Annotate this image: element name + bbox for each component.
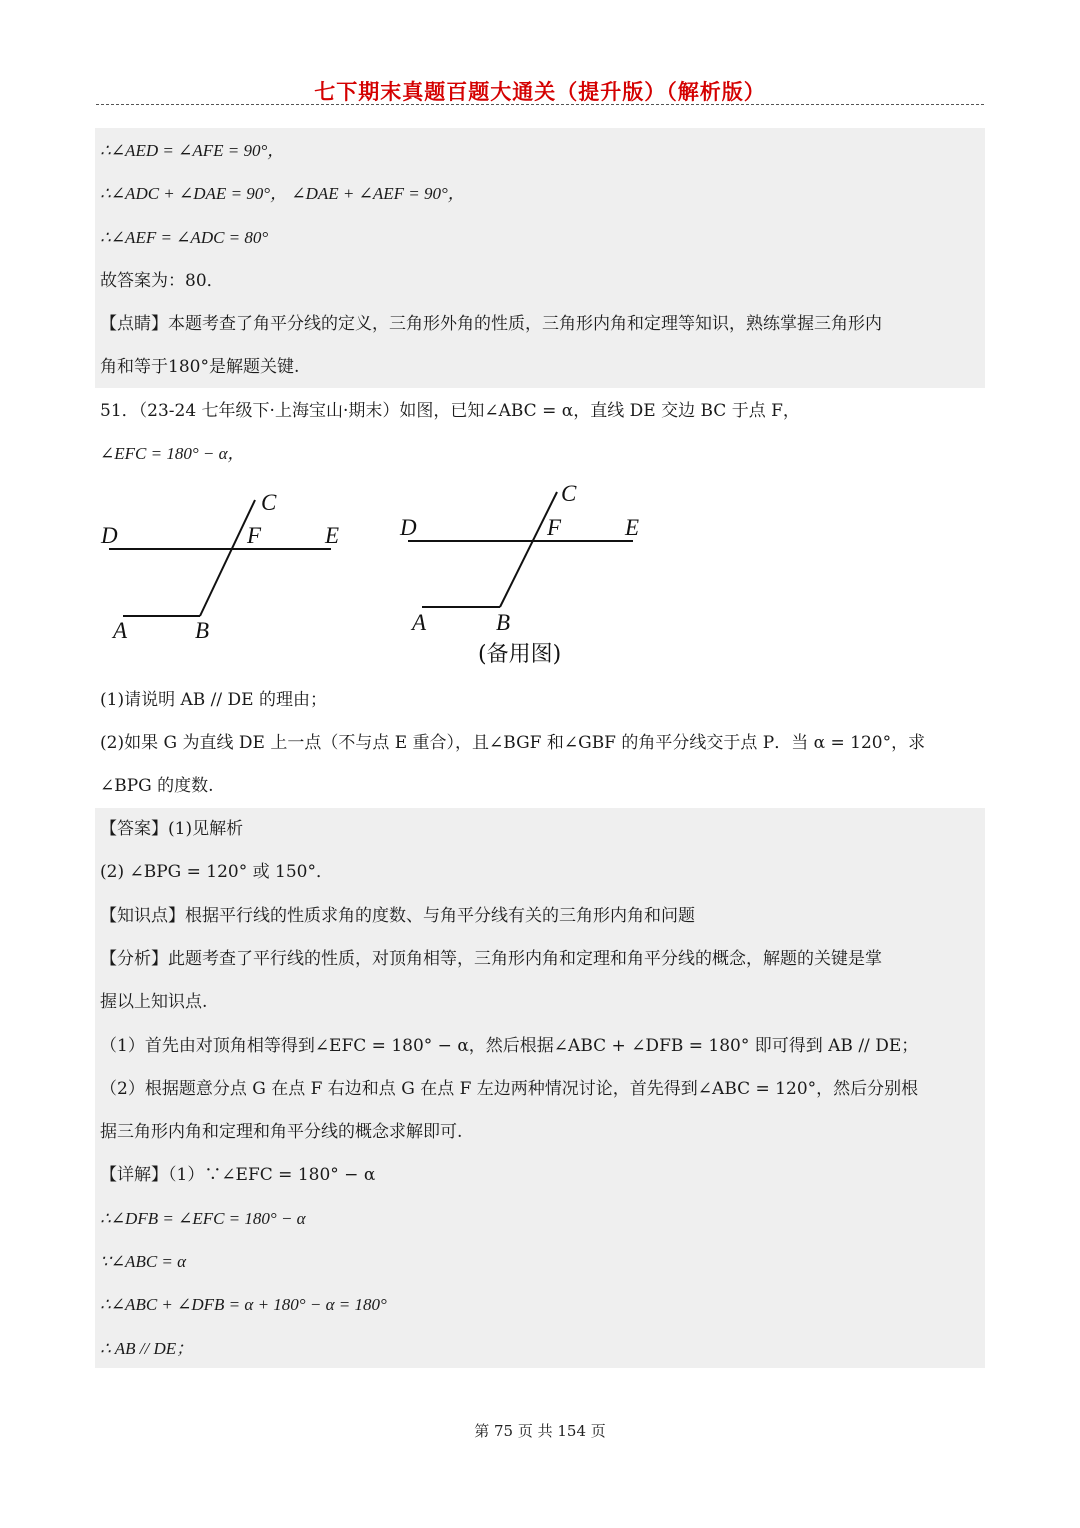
backup-figure-caption: (备用图) bbox=[478, 642, 562, 667]
solution-analysis-line-1: 【分析】此题考查了平行线的性质，对顶角相等，三角形内角和定理和角平分线的概念，解题的关键是掌 bbox=[100, 949, 882, 969]
fig2-label-a: A bbox=[412, 610, 427, 635]
question-part-2-line-1: (2)如果 G 为直线 DE 上一点（不与点 E 重合），且∠BGF 和∠GBF 的角平分线交于点 P．当 α = 120°，求 bbox=[100, 733, 926, 753]
question-stem-line-1: 51．（23-24 七年级下·上海宝山·期末）如图，已知∠ABC = α，直线 DE 交边 BC 于点 F， bbox=[100, 401, 800, 421]
fig2-label-f: F bbox=[547, 515, 562, 540]
fig1-label-b: B bbox=[195, 618, 210, 643]
solution-step-2-line-1: （2）根据题意分点 G 在点 F 右边和点 G 在点 F 左边两种情况讨论，首先得到∠ABC = 120°，然后分别根 bbox=[100, 1079, 919, 1099]
fig2-label-d: D bbox=[400, 515, 417, 540]
question-stem-line-2: ∠EFC = 180° − α， bbox=[100, 444, 245, 463]
solution-knowledge-point: 【知识点】根据平行线的性质求角的度数、与角平分线有关的三角形内角和问题 bbox=[100, 906, 695, 926]
question-part-1: (1)请说明 AB // DE 的理由； bbox=[100, 690, 327, 710]
prev-comment-line-2: 角和等于180°是解题关键. bbox=[100, 357, 300, 377]
solution-detail-line-2: ∴∠DFB = ∠EFC = 180° − α bbox=[100, 1209, 306, 1228]
solution-detail-line-3: ∵∠ABC = α bbox=[100, 1252, 187, 1271]
page-number-footer: 第 75 页 共 154 页 bbox=[474, 1422, 606, 1440]
fig1-label-d: D bbox=[101, 523, 118, 548]
fig2-label-b: B bbox=[496, 610, 511, 635]
fig1-label-f: F bbox=[247, 523, 262, 548]
solution-answer-2: (2) ∠BPG = 120° 或 150°． bbox=[100, 862, 333, 882]
document-header-title: 七下期末真题百题大通关（提升版）（解析版） bbox=[314, 80, 766, 104]
geometry-figure bbox=[95, 480, 695, 680]
prev-solution-line-2: ∴∠ADC + ∠DAE = 90°， ∠DAE + ∠AEF = 90°， bbox=[100, 184, 465, 203]
header-divider bbox=[96, 104, 984, 105]
fig1-line-bc bbox=[200, 500, 255, 616]
previous-solution-box bbox=[95, 128, 985, 388]
solution-detail-line-5: ∴ AB // DE； bbox=[100, 1339, 194, 1358]
question-part-2-line-2: ∠BPG 的度数. bbox=[100, 776, 214, 796]
fig2-label-e: E bbox=[625, 515, 640, 540]
prev-comment-line-1: 【点睛】本题考查了角平分线的定义，三角形外角的性质，三角形内角和定理等知识，熟练掌握三角形内 bbox=[100, 314, 882, 334]
prev-solution-line-3: ∴∠AEF = ∠ADC = 80° bbox=[100, 228, 269, 247]
solution-detail-line-4: ∴∠ABC + ∠DFB = α + 180° − α = 180° bbox=[100, 1295, 387, 1314]
fig2-line-bc bbox=[500, 492, 557, 607]
solution-detail-line-1: 【详解】（1）∵∠EFC = 180° − α bbox=[100, 1165, 376, 1185]
fig2-label-c: C bbox=[561, 481, 577, 506]
solution-step-1: （1）首先由对顶角相等得到∠EFC = 180° − α，然后根据∠ABC + ∠DFB = 180° 即可得到 AB // DE； bbox=[100, 1036, 919, 1056]
solution-answer-1: 【答案】(1)见解析 bbox=[100, 819, 244, 839]
solution-analysis-line-2: 握以上知识点. bbox=[100, 992, 208, 1012]
prev-answer-line: 故答案为：80． bbox=[100, 271, 224, 291]
fig1-label-e: E bbox=[325, 523, 340, 548]
fig1-label-a: A bbox=[113, 618, 128, 643]
solution-step-2-line-2: 据三角形内角和定理和角平分线的概念求解即可. bbox=[100, 1122, 463, 1142]
fig1-label-c: C bbox=[261, 490, 277, 515]
prev-solution-line-1: ∴∠AED = ∠AFE = 90°， bbox=[100, 141, 285, 160]
